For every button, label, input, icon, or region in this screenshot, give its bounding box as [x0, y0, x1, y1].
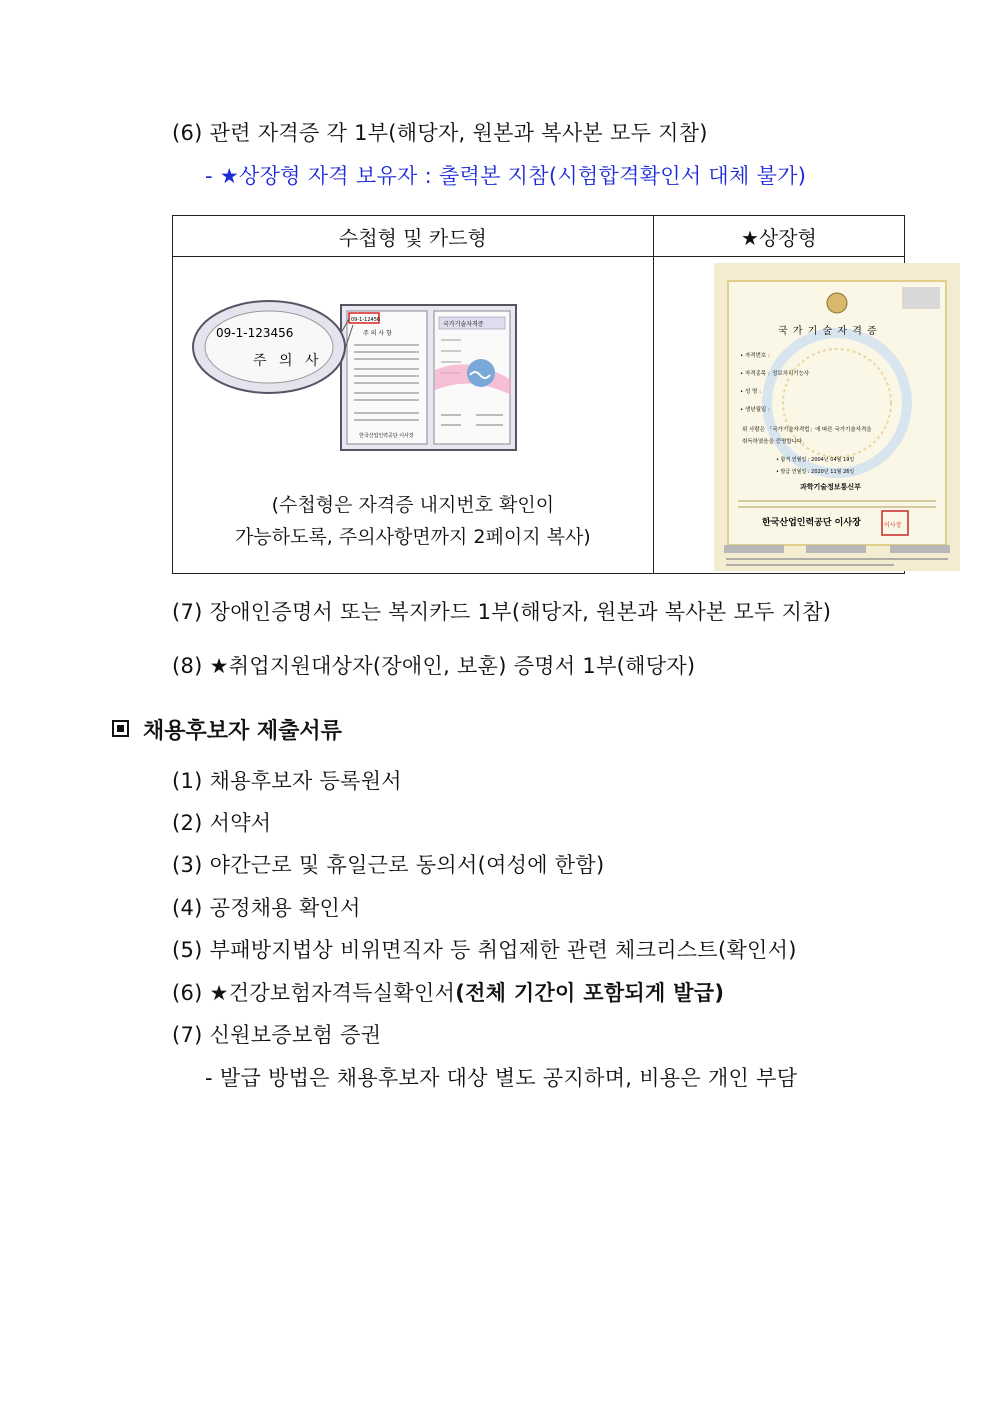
card-title: 국가기술자격증	[443, 321, 484, 328]
doc-item-1: (1) 채용후보자 등록원서	[172, 769, 402, 793]
doc-item-4: (4) 공정채용 확인서	[172, 896, 361, 920]
certificate-date-pass: • 합격 연월일 : 2004년 04월 19일	[775, 457, 855, 463]
certificate-date-issue: • 발급 연월일 : 2020년 11월 26일	[775, 469, 855, 475]
card-notice-header: 주 의 사 항	[363, 330, 392, 337]
caption-line-2: 가능하도록, 주의사항면까지 2페이지 복사)	[235, 526, 591, 548]
certificate-image	[714, 263, 960, 571]
doc-item-6	[172, 977, 724, 1007]
doc-item-5: (5) 부패방지법상 비위면직자 등 취업제한 관련 체크리스트(확인서)	[172, 938, 797, 962]
doc-item-6-text: (6) ★건강보험자격득실확인서	[172, 981, 456, 1005]
caption-line-1: (수첩형은 자격증 내지번호 확인이	[271, 494, 555, 516]
certificate-issuer: 한국산업인력공단 이사장	[761, 518, 861, 528]
doc-item-3: (3) 야간근로 및 휴일근로 동의서(여성에 한함)	[172, 853, 605, 877]
certificate-field-number: • 자격번호 :	[739, 353, 770, 359]
certificate-field-name: • 성 명 :	[739, 389, 761, 395]
certificate-ministry: 과학기술정보통신부	[799, 483, 861, 491]
cell-booklet-card	[173, 257, 654, 574]
certificate-field-type-value: 정보처리기능사	[771, 371, 809, 377]
square-bullet-icon	[112, 720, 129, 737]
card-notice-zoom: 주 의 사	[253, 353, 323, 369]
booklet-card-image	[191, 295, 521, 455]
card-number-zoom: 09-1-123456	[216, 326, 294, 340]
item-6-certificate: (6) 관련 자격증 각 1부(해당자, 원본과 복사본 모두 지참)	[172, 121, 708, 145]
header-booklet-card: 수첩형 및 카드형	[173, 216, 654, 257]
header-certificate-type: ★상장형	[653, 216, 904, 257]
card-small-number: 09-1-12456	[351, 317, 381, 323]
doc-item-7-note: - 발급 방법은 채용후보자 대상 별도 공지하며, 비용은 개인 부담	[205, 1066, 798, 1090]
doc-item-6-bold: (전체 기간이 포함되게 발급)	[455, 981, 725, 1005]
certificate-field-type: • 자격종목 :	[739, 371, 770, 377]
certificate-body-1: 위 사람은 「국가기술자격법」에 따른 국가기술자격을	[741, 427, 872, 433]
certificate-field-birth: • 생년월일 :	[739, 407, 770, 413]
certificate-body-2: 취득하였음을 증명합니다.	[741, 439, 804, 445]
item-8-employment-support: (8) ★취업지원대상자(장애인, 보훈) 증명서 1부(해당자)	[172, 654, 696, 678]
certificate-seal: 이사장	[883, 522, 902, 529]
doc-item-7: (7) 신원보증보험 증권	[172, 1023, 382, 1047]
cell-certificate-type	[653, 257, 904, 574]
certificate-type-table	[172, 215, 905, 574]
doc-item-2: (2) 서약서	[172, 811, 272, 835]
section-title: 채용후보자 제출서류	[143, 719, 342, 744]
section-heading	[112, 714, 342, 745]
item-6-note: - ★상장형 자격 보유자 : 출력본 지참(시험합격확인서 대체 불가)	[205, 164, 807, 188]
card-issuer: 한국산업인력공단 이사장	[359, 433, 414, 439]
item-7-disability: (7) 장애인증명서 또는 복지카드 1부(해당자, 원본과 복사본 모두 지참)	[172, 600, 832, 624]
certificate-title: 국 가 기 술 자 격 증	[777, 326, 878, 337]
